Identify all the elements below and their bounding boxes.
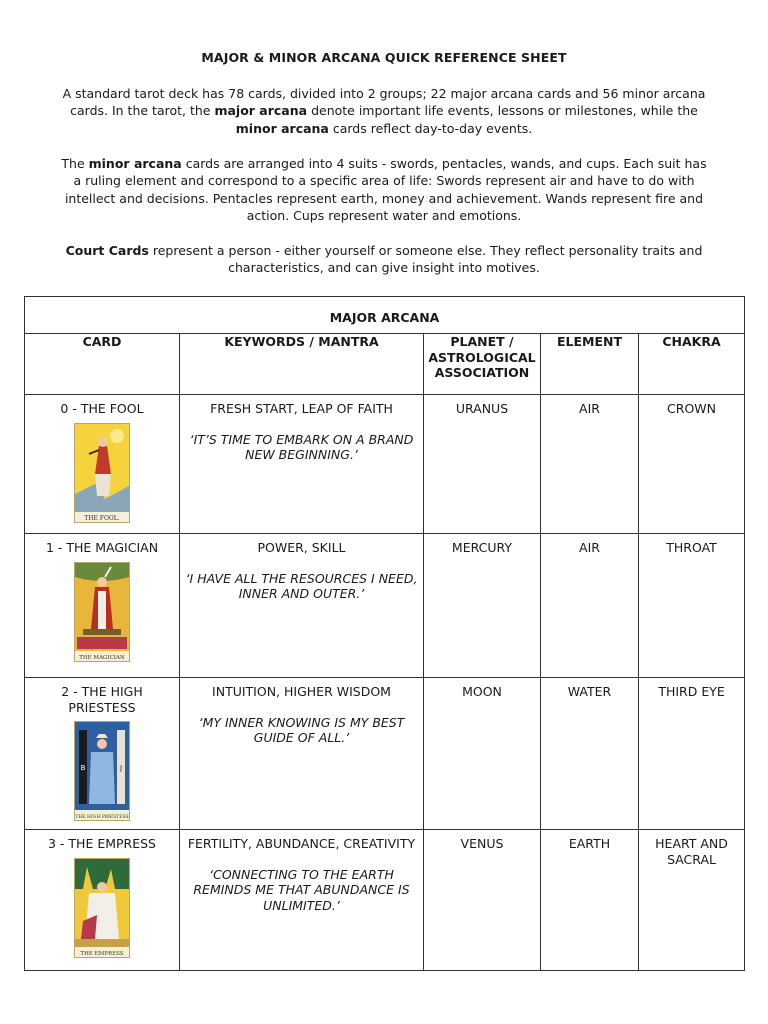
intro-paragraph-3: Court Cards represent a person - either yourself or someone else. They reflect personality traits and characteristics, and can give insight into motives.: [65, 243, 703, 276]
keywords: FERTILITY, ABUNDANCE, CREATIVITY: [187, 836, 416, 851]
chakra-cell: THROAT: [639, 534, 745, 678]
element-cell: EARTH: [541, 830, 639, 971]
mantra: ‘I HAVE ALL THE RESOURCES I NEED, INNER AND OUTER.’: [185, 570, 418, 601]
header-element: ELEMENT: [541, 334, 639, 395]
card-name: 0 - THE FOOL: [60, 401, 144, 416]
intro-paragraph-1: A standard tarot deck has 78 cards, divided into 2 groups; 22 major arcana cards and 56 minor arcana cards. In the tarot, the major arcana denote important life events, lessons or milestones, while the minor arcana cards reflect day-to-day events.: [62, 86, 706, 136]
planet-cell: MERCURY: [424, 534, 541, 678]
keywords-cell: [180, 534, 424, 678]
keywords: FRESH START, LEAP OF FAITH: [210, 401, 393, 416]
keywords-cell: [180, 678, 424, 830]
card-cell: [25, 395, 180, 534]
table-header-row: [25, 334, 745, 395]
chakra-cell: THIRD EYE: [639, 678, 745, 830]
header-keywords: KEYWORDS / MANTRA: [180, 334, 424, 395]
element-cell: AIR: [541, 534, 639, 678]
chakra-cell: HEART AND SACRAL: [639, 830, 745, 971]
header-card: CARD: [25, 334, 180, 395]
card-image-label: THE EMPRESS: [80, 950, 124, 957]
element-cell: AIR: [541, 395, 639, 534]
table-row: [25, 678, 745, 830]
table-row: [25, 395, 745, 534]
major-arcana-table: [24, 296, 745, 971]
card-name: 2 - THE HIGH PRIESTESS: [61, 684, 143, 715]
keywords: INTUITION, HIGHER WISDOM: [212, 684, 391, 699]
table-section-title: MAJOR ARCANA: [25, 297, 745, 334]
planet-cell: VENUS: [424, 830, 541, 971]
card-image-label: THE MAGICIAN: [79, 654, 125, 661]
chakra-cell: CROWN: [639, 395, 745, 534]
magician-card-image: [74, 562, 130, 662]
header-chakra: CHAKRA: [639, 334, 745, 395]
card-name: 3 - THE EMPRESS: [48, 836, 156, 851]
card-image-label: THE FOOL.: [84, 514, 120, 522]
table-row: [25, 534, 745, 678]
card-name: 1 - THE MAGICIAN: [45, 540, 159, 555]
table-row: [25, 830, 745, 971]
card-cell: [25, 830, 180, 971]
keywords: POWER, SKILL: [257, 540, 346, 555]
element-cell: WATER: [541, 678, 639, 830]
high-priestess-card-image: [74, 721, 130, 821]
card-cell: [25, 678, 180, 830]
header-planet: PLANET / ASTROLOGICAL ASSOCIATION: [424, 334, 541, 395]
mantra: ‘IT’S TIME TO EMBARK ON A BRAND NEW BEGINNING.’: [189, 431, 414, 462]
planet-cell: URANUS: [424, 395, 541, 534]
svg-text:B: B: [80, 764, 86, 772]
card-cell: [25, 534, 180, 678]
svg-text:J: J: [119, 764, 123, 772]
card-image-label: THE HIGH PRIESTESS: [75, 815, 129, 820]
fool-card-image: [74, 423, 130, 523]
page-title: MAJOR & MINOR ARCANA QUICK REFERENCE SHEET: [201, 50, 567, 65]
keywords-cell: [180, 395, 424, 534]
empress-card-image: [74, 858, 130, 958]
intro-paragraph-2: The minor arcana cards are arranged into 4 suits - swords, pentacles, wands, and cups. Each suit has a ruling element and correspond to a specific area of life: Swords represent air and have to do with intellect and decisions. Pentacles represent earth, money and achievement. Wands represent fire and action. Cups represent water and emotions.: [61, 156, 707, 223]
mantra: ‘MY INNER KNOWING IS MY BEST GUIDE OF ALL.’: [198, 714, 405, 745]
keywords-cell: [180, 830, 424, 971]
mantra: ‘CONNECTING TO THE EARTH REMINDS ME THAT ABUNDANCE IS UNLIMITED.’: [193, 866, 410, 913]
planet-cell: MOON: [424, 678, 541, 830]
